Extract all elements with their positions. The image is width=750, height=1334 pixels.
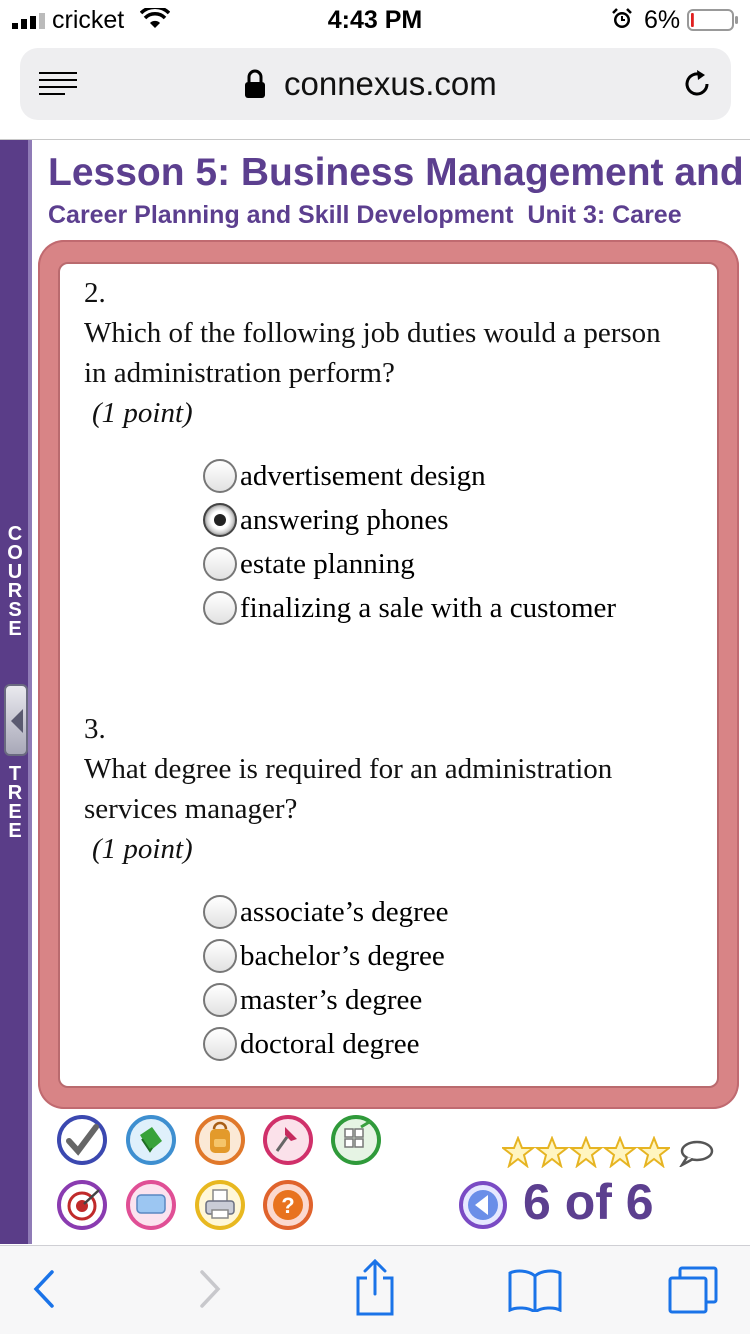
answer-label[interactable]: associate’s degree <box>240 895 449 928</box>
question-text: Which of the following job duties would a person in administration perform? <box>84 317 661 389</box>
question-number: 3. <box>84 713 106 745</box>
backpack-icon[interactable] <box>195 1115 245 1165</box>
checkmark-icon[interactable] <box>57 1115 107 1165</box>
radio-button[interactable] <box>203 895 237 929</box>
question-points: (1 point) <box>92 397 193 429</box>
forward-icon[interactable] <box>196 1266 226 1312</box>
radio-button[interactable] <box>203 591 237 625</box>
course-tree-letter: O <box>7 542 23 564</box>
lock-icon <box>244 69 266 99</box>
answer-label[interactable]: bachelor’s degree <box>240 939 445 972</box>
address-bar-divider <box>0 139 750 140</box>
course-tree-edge <box>28 140 32 1244</box>
lesson-title: Lesson 5: Business Management and <box>48 151 744 194</box>
message-icon[interactable] <box>126 1180 176 1230</box>
question-number: 2. <box>84 277 106 309</box>
target-icon[interactable] <box>57 1180 107 1230</box>
printer-icon[interactable] <box>195 1180 245 1230</box>
question-3-options <box>203 890 449 1066</box>
course-tree-label-tree <box>0 765 30 841</box>
answer-label[interactable]: doctoral degree <box>240 1027 420 1060</box>
breadcrumb-course[interactable]: Career Planning and Skill Development <box>48 201 514 229</box>
course-tree-letter: S <box>8 599 22 621</box>
breadcrumb-unit[interactable]: Unit 3: Caree <box>527 201 682 229</box>
breadcrumb <box>48 201 696 230</box>
battery-icon <box>687 9 739 31</box>
course-tree-letter: C <box>7 523 23 545</box>
tabs-icon[interactable] <box>668 1266 718 1314</box>
answer-option[interactable] <box>203 454 616 498</box>
question-text: What degree is required for an administration services manager? <box>84 753 613 825</box>
status-time: 4:43 PM <box>327 6 423 34</box>
book-icon[interactable] <box>126 1115 176 1165</box>
answer-label[interactable]: advertisement design <box>240 459 486 492</box>
radio-button[interactable] <box>203 503 237 537</box>
answer-option[interactable] <box>203 978 449 1022</box>
course-tree-letter: E <box>8 618 22 640</box>
answer-label[interactable]: finalizing a sale with a customer <box>240 591 617 624</box>
radio-button[interactable] <box>203 939 237 973</box>
answer-label[interactable]: answering phones <box>240 503 449 536</box>
answer-option[interactable] <box>203 934 449 978</box>
carrier-name: cricket <box>52 6 125 34</box>
star-icon <box>537 1138 567 1166</box>
course-tree-letter: U <box>7 561 23 583</box>
course-tree-label-course <box>0 525 30 639</box>
answer-option[interactable] <box>203 890 449 934</box>
share-icon[interactable] <box>354 1258 396 1316</box>
alarm-icon <box>611 8 633 30</box>
browser-toolbar <box>0 1245 750 1334</box>
course-tree-letter: E <box>8 820 22 842</box>
radio-button[interactable] <box>203 1027 237 1061</box>
star-icon <box>503 1138 533 1166</box>
answer-option[interactable] <box>203 498 616 542</box>
course-tree-letter: R <box>7 580 23 602</box>
reload-icon[interactable] <box>681 68 713 100</box>
course-tree-letter: R <box>7 782 23 804</box>
help-icon[interactable] <box>263 1180 313 1230</box>
url-text[interactable]: connexus.com <box>284 65 497 102</box>
answer-label[interactable]: master’s degree <box>240 983 423 1016</box>
course-tree-letter: T <box>8 763 22 785</box>
star-icon <box>639 1138 669 1166</box>
radio-button[interactable] <box>203 983 237 1017</box>
course-tree-toggle[interactable] <box>4 684 28 756</box>
answer-option[interactable] <box>203 542 616 586</box>
answer-label[interactable]: estate planning <box>240 547 415 580</box>
comment-icon[interactable] <box>678 1139 714 1167</box>
bookmarks-icon[interactable] <box>508 1268 562 1312</box>
answer-option[interactable] <box>203 586 616 630</box>
pushpin-icon[interactable] <box>263 1115 313 1165</box>
answer-option[interactable] <box>203 1022 449 1066</box>
course-tree-letter: E <box>8 801 22 823</box>
star-icon <box>605 1138 635 1166</box>
question-2-options <box>203 454 616 630</box>
address-bar[interactable] <box>20 48 731 120</box>
star-icon <box>571 1138 601 1166</box>
question-2 <box>84 273 684 433</box>
previous-page-button[interactable] <box>458 1180 508 1230</box>
rating-stars[interactable] <box>502 1136 670 1168</box>
question-points: (1 point) <box>92 833 193 865</box>
course-tree-tab[interactable] <box>0 140 32 1244</box>
grid-icon[interactable] <box>331 1115 381 1165</box>
battery-percent: 6% <box>644 6 681 34</box>
reader-view-icon[interactable] <box>39 70 79 98</box>
radio-button[interactable] <box>203 547 237 581</box>
collapse-arrow-icon <box>9 708 25 734</box>
back-icon[interactable] <box>28 1266 58 1312</box>
question-3 <box>84 709 684 869</box>
page-counter: 6 of 6 <box>523 1174 654 1230</box>
svg-text:?: ? <box>281 1193 295 1218</box>
radio-button[interactable] <box>203 459 237 493</box>
status-bar <box>0 0 750 40</box>
